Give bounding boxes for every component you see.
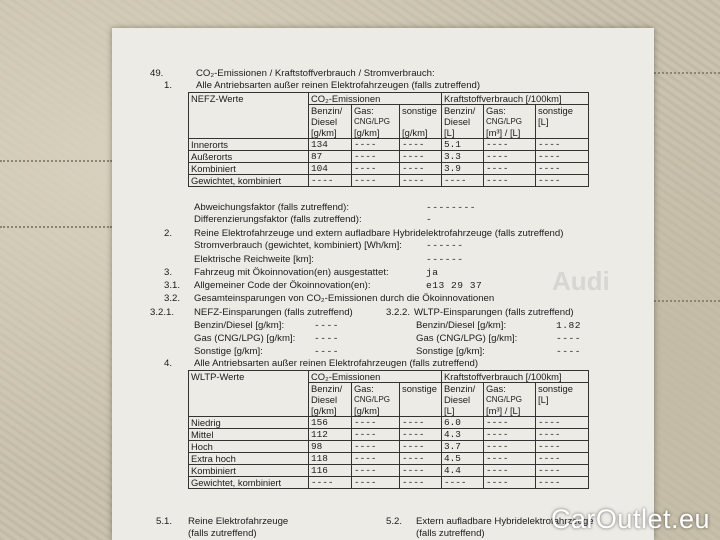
unit-header xyxy=(536,405,589,417)
field-label: Stromverbrauch (gewichtet, kombiniert) [Wh/km]: xyxy=(194,240,402,251)
column-header: CNG/LPG xyxy=(352,394,400,405)
field-label: Benzin/Diesel [g/km]: xyxy=(194,320,285,331)
section-number: 1. xyxy=(164,80,173,91)
column-header: Benzin/ xyxy=(309,105,352,117)
seat-stitching xyxy=(654,300,720,302)
column-header: Benzin/ xyxy=(442,105,484,117)
row-label: Außerorts xyxy=(189,151,309,163)
table-cell: 87 xyxy=(309,151,352,163)
table-cell: ---- xyxy=(400,477,442,489)
field-label: Gas (CNG/LPG) [g/km]: xyxy=(416,333,518,344)
table-cell: ---- xyxy=(484,163,536,175)
table-cell: 134 xyxy=(309,139,352,151)
column-header: CNG/LPG xyxy=(484,394,536,405)
field-value: ------ xyxy=(426,240,464,251)
table-cell: ---- xyxy=(536,465,589,477)
table-cell: 6.0 xyxy=(442,417,484,429)
unit-header: [m³] / [L] xyxy=(484,405,536,417)
field-value: ja xyxy=(426,267,439,278)
field-value: ---- xyxy=(314,346,340,357)
unit-header: [g/km] xyxy=(309,127,352,139)
table-cell: ---- xyxy=(352,139,400,151)
unit-header: [g/km] xyxy=(352,127,400,139)
table-cell: ---- xyxy=(536,417,589,429)
table-cell: ---- xyxy=(484,429,536,441)
section-title: Alle Antriebsarten außer reinen Elektrofahrzeugen (falls zutreffend) xyxy=(194,358,479,369)
row-label: Extra hoch xyxy=(189,453,309,465)
unit-header: [g/km] xyxy=(400,127,442,139)
section-title: CO₂-Emissionen / Kraftstoffverbrauch / Stromverbrauch: xyxy=(196,68,435,79)
table-cell: ---- xyxy=(536,477,589,489)
field-label: Elektrische Reichweite [km]: xyxy=(194,254,314,265)
field-value: e13 29 37 xyxy=(426,280,483,291)
table-cell: 3.3 xyxy=(442,151,484,163)
table-cell: ---- xyxy=(400,429,442,441)
column-group-header: Kraftstoffverbrauch [/100km] xyxy=(442,93,589,105)
row-label: Innerorts xyxy=(189,139,309,151)
table-cell: ---- xyxy=(400,465,442,477)
field-label: Allgemeiner Code der Ökoinnovation(en): xyxy=(194,280,371,291)
table-row xyxy=(189,163,589,175)
field-value: ---- xyxy=(556,346,582,357)
table-cell: 118 xyxy=(309,453,352,465)
table-corner-label: NEFZ-Werte xyxy=(189,93,309,139)
table-cell: ---- xyxy=(400,453,442,465)
table-cell: ---- xyxy=(484,151,536,163)
column-header: Gas: xyxy=(484,383,536,395)
table-cell: ---- xyxy=(352,465,400,477)
field-label: Sonstige [g/km]: xyxy=(194,346,263,357)
column-group-header: CO₂-Emissionen xyxy=(309,371,442,383)
field-value: 1.82 xyxy=(556,320,582,331)
section-title: Extern aufladbare Hybridelektrofahrzeuge xyxy=(416,516,594,527)
column-header: CNG/LPG xyxy=(484,116,536,127)
column-header: sonstige xyxy=(536,383,589,395)
column-header xyxy=(400,394,442,405)
table-cell: ---- xyxy=(400,163,442,175)
table-cell: ---- xyxy=(536,151,589,163)
column-header: sonstige xyxy=(400,105,442,117)
field-value: ------ xyxy=(426,254,464,265)
table-row xyxy=(189,441,589,453)
field-value: -------- xyxy=(426,202,477,213)
table-cell: 4.3 xyxy=(442,429,484,441)
column-header: sonstige xyxy=(400,383,442,395)
table-cell: ---- xyxy=(484,453,536,465)
table-row xyxy=(189,477,589,489)
table-cell: ---- xyxy=(484,139,536,151)
section-number: 3.2.2. xyxy=(386,307,411,318)
table-cell: ---- xyxy=(352,417,400,429)
coc-document-page xyxy=(112,28,654,540)
table-cell: ---- xyxy=(536,139,589,151)
table-cell: 156 xyxy=(309,417,352,429)
nefz-values-table xyxy=(188,92,589,187)
section-number: 3.1. xyxy=(164,280,181,291)
section-number: 3. xyxy=(164,267,173,278)
seat-stitching xyxy=(654,72,720,74)
unit-header xyxy=(400,405,442,417)
table-cell: ---- xyxy=(484,477,536,489)
table-cell: ---- xyxy=(484,175,536,187)
unit-header: [L] xyxy=(442,127,484,139)
unit-header: [g/km] xyxy=(309,405,352,417)
table-cell: ---- xyxy=(400,139,442,151)
seat-stitching xyxy=(0,226,112,228)
section-number: 49. xyxy=(150,68,164,79)
section-title: WLTP-Einsparungen (falls zutreffend) xyxy=(414,307,574,318)
table-cell: ---- xyxy=(442,175,484,187)
table-cell: ---- xyxy=(484,441,536,453)
field-label: Fahrzeug mit Ökoinnovation(en) ausgestattet: xyxy=(194,267,389,278)
table-row xyxy=(189,453,589,465)
field-label: Sonstige [g/km]: xyxy=(416,346,485,357)
table-cell: 3.7 xyxy=(442,441,484,453)
field-value: ---- xyxy=(556,333,582,344)
table-cell: 112 xyxy=(309,429,352,441)
section-number: 3.2.1. xyxy=(150,307,175,318)
seat-stitching xyxy=(0,160,112,162)
table-cell: ---- xyxy=(400,175,442,187)
table-cell: ---- xyxy=(400,417,442,429)
column-header: Gas: xyxy=(352,383,400,395)
section-subtitle: (falls zutreffend) xyxy=(188,528,257,539)
section-title: Reine Elektrofahrzeuge xyxy=(188,516,289,527)
field-value: ---- xyxy=(314,333,340,344)
column-header: Diesel xyxy=(309,116,352,127)
table-cell: 104 xyxy=(309,163,352,175)
section-title: Reine Elektrofahrzeuge und extern aufladbare Hybridelektrofahrzeuge (falls zutreffend) xyxy=(194,228,564,239)
column-header: sonstige xyxy=(536,105,589,117)
table-cell: ---- xyxy=(352,163,400,175)
table-cell: ---- xyxy=(309,175,352,187)
table-row xyxy=(189,151,589,163)
row-label: Kombiniert xyxy=(189,163,309,175)
table-cell: 98 xyxy=(309,441,352,453)
section-number: 4. xyxy=(164,358,173,369)
unit-header: [L] xyxy=(442,405,484,417)
column-group-header: Kraftstoffverbrauch [/100km] xyxy=(442,371,589,383)
column-header: [L] xyxy=(536,394,589,405)
table-cell: 5.1 xyxy=(442,139,484,151)
section-number: 5.2. xyxy=(386,516,403,527)
table-cell: ---- xyxy=(400,151,442,163)
table-row xyxy=(189,175,589,187)
field-label: Abweichungsfaktor (falls zutreffend): xyxy=(194,202,349,213)
table-cell: ---- xyxy=(352,175,400,187)
table-cell: 4.4 xyxy=(442,465,484,477)
table-cell: ---- xyxy=(536,175,589,187)
column-header: Diesel xyxy=(442,394,484,405)
section-subtitle: (falls zutreffend) xyxy=(416,528,485,539)
table-cell: ---- xyxy=(352,441,400,453)
section-title: Alle Antriebsarten außer reinen Elektrofahrzeugen (falls zutreffend) xyxy=(196,80,481,91)
table-corner-label: WLTP-Werte xyxy=(189,371,309,417)
table-cell: ---- xyxy=(352,453,400,465)
table-row xyxy=(189,429,589,441)
column-header xyxy=(400,116,442,127)
table-cell: ---- xyxy=(536,429,589,441)
section-number: 5.1. xyxy=(156,516,173,527)
field-label: Differenzierungsfaktor (falls zutreffend): xyxy=(194,214,362,225)
table-cell: ---- xyxy=(536,163,589,175)
column-header: Diesel xyxy=(309,394,352,405)
table-cell: ---- xyxy=(484,417,536,429)
table-cell: ---- xyxy=(536,441,589,453)
table-cell: 116 xyxy=(309,465,352,477)
table-cell: ---- xyxy=(352,477,400,489)
table-row xyxy=(189,465,589,477)
table-cell: ---- xyxy=(484,465,536,477)
row-label: Hoch xyxy=(189,441,309,453)
column-group-header: CO₂-Emissionen xyxy=(309,93,442,105)
row-label: Gewichtet, kombiniert xyxy=(189,175,309,187)
section-number: 3.2. xyxy=(164,293,181,304)
row-label: Gewichtet, kombiniert xyxy=(189,477,309,489)
section-number: 2. xyxy=(164,228,173,239)
row-label: Mittel xyxy=(189,429,309,441)
column-header: Gas: xyxy=(352,105,400,117)
table-cell: 3.9 xyxy=(442,163,484,175)
table-cell: ---- xyxy=(536,453,589,465)
unit-header xyxy=(536,127,589,139)
wltp-values-table xyxy=(188,370,589,489)
field-value: - xyxy=(426,214,433,225)
table-cell: 4.5 xyxy=(442,453,484,465)
unit-header: [m³] / [L] xyxy=(484,127,536,139)
section-title: NEFZ-Einsparungen (falls zutreffend) xyxy=(194,307,353,318)
table-cell: ---- xyxy=(309,477,352,489)
column-header: Gas: xyxy=(484,105,536,117)
column-header: Benzin/ xyxy=(309,383,352,395)
field-label: Benzin/Diesel [g/km]: xyxy=(416,320,507,331)
table-row xyxy=(189,417,589,429)
column-header: [L] xyxy=(536,116,589,127)
caroutlet-watermark: CarOutlet.eu xyxy=(550,504,710,534)
field-label: Gas (CNG/LPG) [g/km]: xyxy=(194,333,296,344)
column-header: CNG/LPG xyxy=(352,116,400,127)
row-label: Niedrig xyxy=(189,417,309,429)
table-cell: ---- xyxy=(352,151,400,163)
column-header: Benzin/ xyxy=(442,383,484,395)
unit-header: [g/km] xyxy=(352,405,400,417)
table-cell: ---- xyxy=(400,441,442,453)
column-header: Diesel xyxy=(442,116,484,127)
section-title: Gesamteinsparungen von CO₂-Emissionen durch die Ökoinnovationen xyxy=(194,293,495,304)
row-label: Kombiniert xyxy=(189,465,309,477)
field-value: ---- xyxy=(314,320,340,331)
table-cell: ---- xyxy=(352,429,400,441)
table-cell: ---- xyxy=(442,477,484,489)
audi-watermark: Audi xyxy=(552,266,610,296)
table-row xyxy=(189,139,589,151)
